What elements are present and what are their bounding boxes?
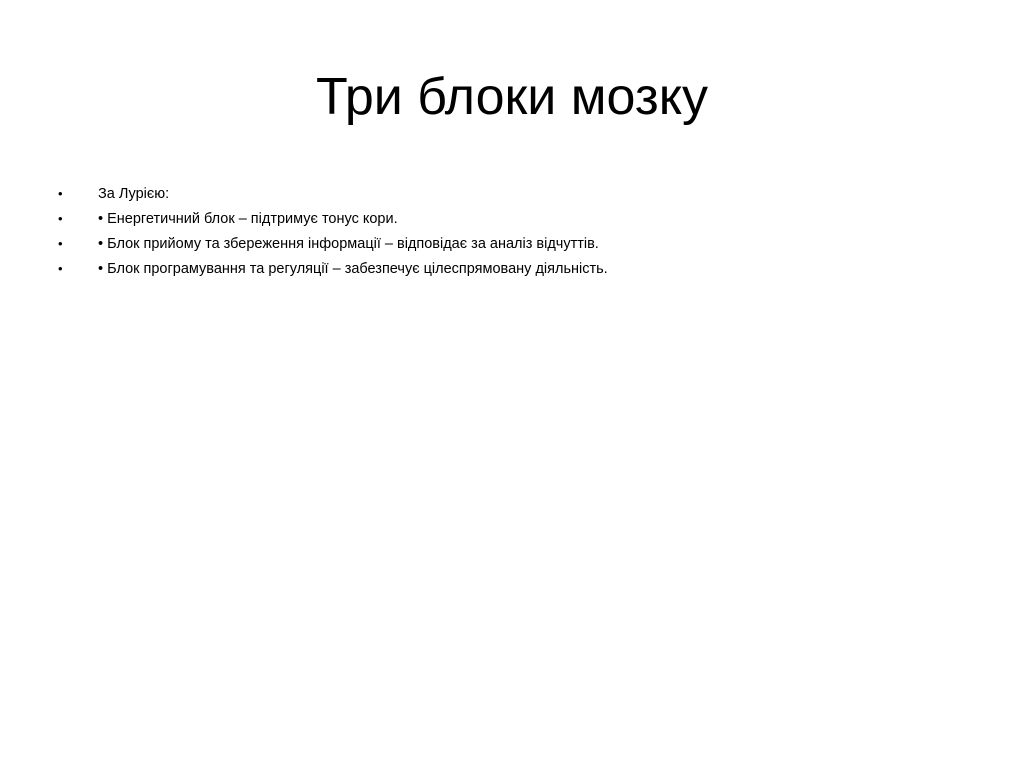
bullet-text: • Енергетичний блок – підтримує тонус кори.: [98, 211, 398, 227]
bullet-list: [58, 181, 958, 281]
bullet-dot-icon: •: [58, 211, 63, 226]
list-item: [58, 206, 958, 231]
slide-title: Три блоки мозку: [315, 68, 709, 126]
list-item: [58, 181, 958, 206]
bullet-text: • Блок програмування та регуляції – забезпечує цілеспрямовану діяльність.: [98, 261, 608, 277]
bullet-dot-icon: •: [58, 261, 63, 276]
bullet-dot-icon: •: [58, 186, 63, 201]
list-item: [58, 256, 958, 281]
bullet-text: За Лурією:: [98, 186, 170, 202]
bullet-dot-icon: •: [58, 236, 63, 251]
list-item: [58, 231, 958, 256]
bullet-text: • Блок прийому та збереження інформації – відповідає за аналіз відчуттів.: [98, 236, 599, 252]
